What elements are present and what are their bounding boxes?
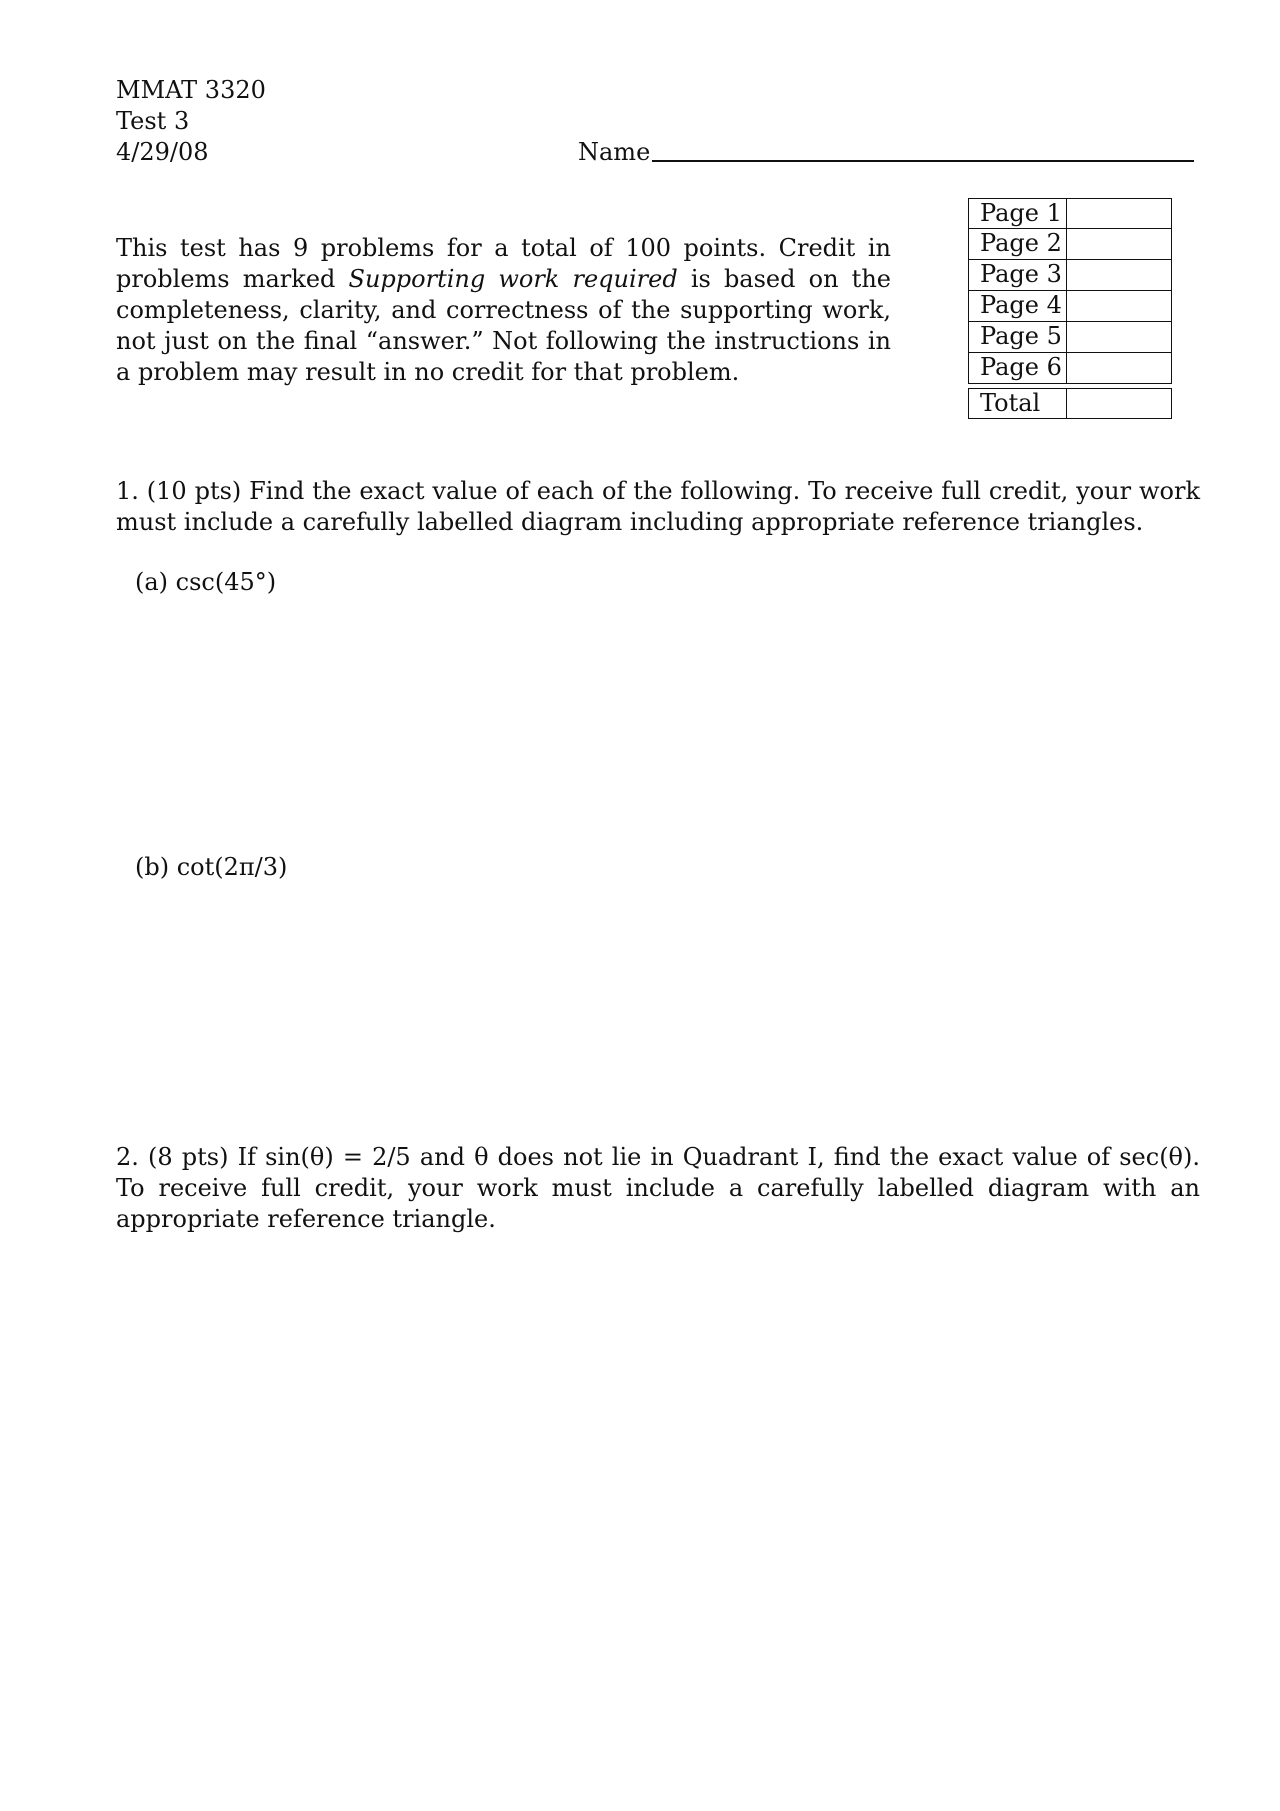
score-row-label: Page 5	[969, 322, 1067, 352]
problem-1-part-b: (b) cot(2π/3)	[135, 853, 288, 881]
score-row-label: Page 6	[969, 353, 1067, 383]
instructions-paragraph	[116, 233, 891, 388]
total-label: Total	[969, 389, 1067, 418]
score-box[interactable]	[1067, 229, 1171, 259]
score-table	[968, 198, 1172, 419]
problem-2-text: 2. (8 pts) If sin(θ) = 2/5 and θ does not lie in Quadrant I, find the exact value of sec(θ). To receive full credit, your work must include a carefully labelled diagram with an appropriate reference triangle.	[116, 1143, 1200, 1233]
score-box[interactable]	[1067, 291, 1171, 321]
score-row-label: Page 2	[969, 229, 1067, 259]
instructions-emphasis: Supporting work required	[348, 265, 678, 293]
score-row-page-4	[968, 291, 1172, 322]
score-row-total	[968, 388, 1172, 419]
name-field-line[interactable]	[652, 160, 1194, 162]
instructions-text: This test has 9 problems for a total of 100 points. Credit in problems marked	[116, 234, 891, 293]
problem-1-text: 1. (10 pts) Find the exact value of each of the following. To receive full credit, your work must include a carefully labelled diagram including appropriate reference triangles.	[116, 477, 1200, 536]
name-label: Name	[578, 138, 651, 166]
score-row-page-2	[968, 229, 1172, 260]
total-box[interactable]	[1067, 389, 1171, 418]
score-row-page-6	[968, 353, 1172, 384]
score-row-page-1	[968, 198, 1172, 229]
score-row-label: Page 1	[969, 199, 1067, 228]
score-row-label: Page 4	[969, 291, 1067, 321]
problem-1-part-a: (a) csc(45°)	[135, 568, 277, 596]
test-title: Test 3	[116, 107, 190, 135]
score-row-label: Page 3	[969, 260, 1067, 290]
score-box[interactable]	[1067, 260, 1171, 290]
score-row-page-5	[968, 322, 1172, 353]
score-box[interactable]	[1067, 199, 1171, 228]
score-row-page-3	[968, 260, 1172, 291]
course-code: MMAT 3320	[116, 76, 266, 104]
exam-header	[116, 75, 1196, 175]
instructions-text-continued: is based on the completeness, clarity, and correctness of the supporting work, not just on the final “answer.” Not following the instructions in a problem may result in no credit for that problem.	[116, 265, 891, 386]
score-box[interactable]	[1067, 353, 1171, 383]
score-box[interactable]	[1067, 322, 1171, 352]
test-date: 4/29/08	[116, 138, 209, 166]
